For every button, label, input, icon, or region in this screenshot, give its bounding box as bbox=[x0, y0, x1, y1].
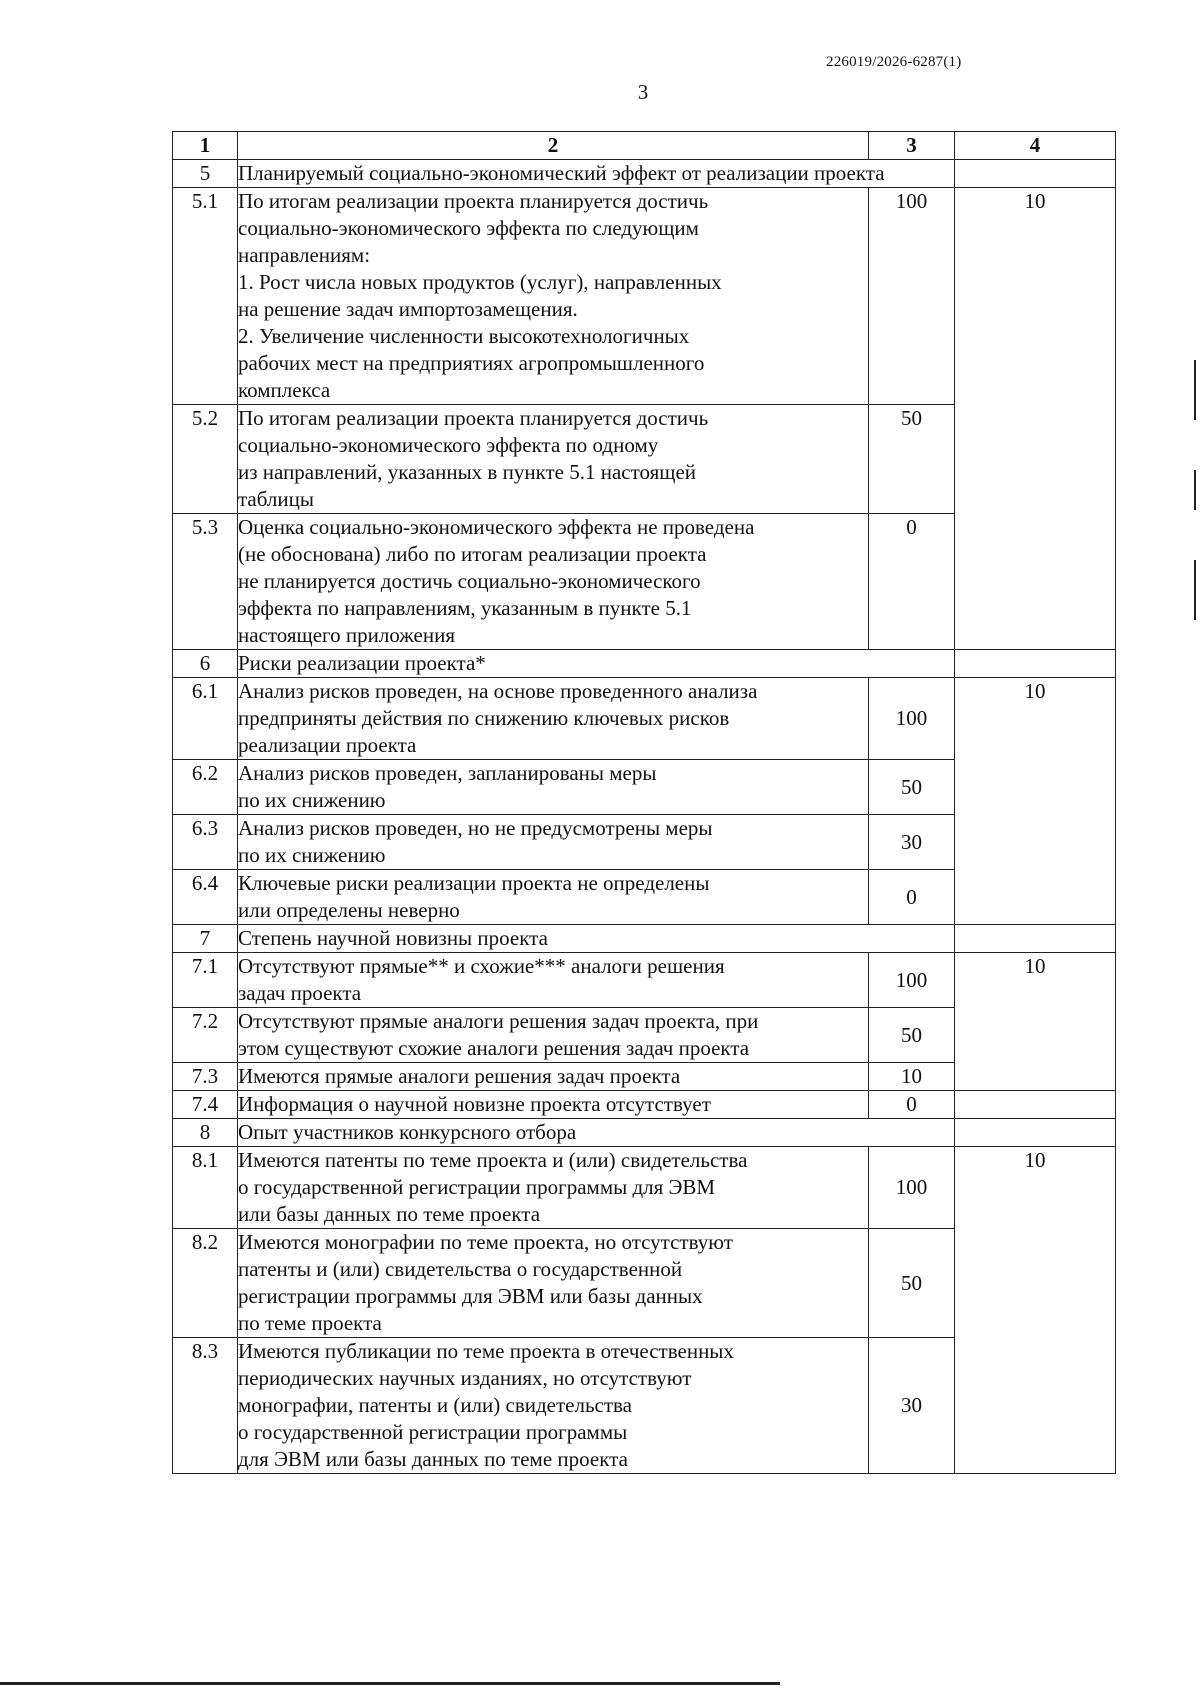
table-row-6-1 bbox=[173, 678, 1116, 760]
criterion-text: Ключевые риски реализации проекта не определены или определены неверно bbox=[238, 870, 869, 925]
criterion-text: Оценка социально-экономического эффекта не проведена (не обоснована) либо по итогам реализации проекта не планируется достичь социально-экономического эффекта по направлениям, указанным в пункте 5.1 настоящего приложения bbox=[238, 514, 869, 650]
row-number: 8 bbox=[173, 1119, 238, 1147]
row-number: 6.1 bbox=[173, 678, 238, 760]
criterion-score: 50 bbox=[869, 1008, 955, 1063]
column-header-3: 3 bbox=[869, 132, 955, 160]
criterion-score: 0 bbox=[869, 870, 955, 925]
criterion-text: Отсутствуют прямые** и схожие*** аналоги решения задач проекта bbox=[238, 953, 869, 1008]
row-number: 8.3 bbox=[173, 1338, 238, 1474]
row-number: 5 bbox=[173, 160, 238, 188]
row-number: 7 bbox=[173, 925, 238, 953]
row-number: 5.2 bbox=[173, 405, 238, 514]
row-number: 6.3 bbox=[173, 815, 238, 870]
section-row-5 bbox=[173, 160, 1116, 188]
scan-edge-mark bbox=[1194, 560, 1196, 620]
section-row-7 bbox=[173, 925, 1116, 953]
criterion-text: По итогам реализации проекта планируется достичь социально-экономического эффекта по одному из направлений, указанных в пункте 5.1 настоящей таблицы bbox=[238, 405, 869, 514]
empty-weight-cell bbox=[955, 160, 1116, 188]
criterion-score: 100 bbox=[869, 953, 955, 1008]
row-number: 7.4 bbox=[173, 1091, 238, 1119]
table-row-5-1 bbox=[173, 188, 1116, 405]
row-number: 8.1 bbox=[173, 1147, 238, 1229]
criterion-text: Анализ рисков проведен, но не предусмотрены меры по их снижению bbox=[238, 815, 869, 870]
row-number: 7.2 bbox=[173, 1008, 238, 1063]
document-registration-number: 226019/2026-6287(1) bbox=[826, 54, 962, 70]
criterion-score: 50 bbox=[869, 1229, 955, 1338]
row-number: 5.1 bbox=[173, 188, 238, 405]
criterion-score: 100 bbox=[869, 1147, 955, 1229]
row-number: 6.2 bbox=[173, 760, 238, 815]
column-header-2: 2 bbox=[238, 132, 869, 160]
table-row-8-1 bbox=[173, 1147, 1116, 1229]
section-title: Степень научной новизны проекта bbox=[238, 925, 955, 953]
criterion-text: Имеются публикации по теме проекта в отечественных периодических научных изданиях, но отсутствуют монографии, патенты и (или) свидетельства о государственной регистрации программы для ЭВМ или базы данных по теме проекта bbox=[238, 1338, 869, 1474]
row-number: 6 bbox=[173, 650, 238, 678]
criterion-text: По итогам реализации проекта планируется достичь социально-экономического эффекта по следующим направлениям: 1. Рост числа новых продуктов (услуг), направленных на решение задач импортозамещения. 2. Увеличение численности высокотехнологичных рабочих мест на предприятиях агропромышленного комплекса bbox=[238, 188, 869, 405]
table-row-7-1 bbox=[173, 953, 1116, 1008]
criterion-text: Анализ рисков проведен, запланированы меры по их снижению bbox=[238, 760, 869, 815]
criterion-text: Отсутствуют прямые аналоги решения задач проекта, при этом существуют схожие аналоги решения задач проекта bbox=[238, 1008, 869, 1063]
empty-weight-cell bbox=[955, 925, 1116, 953]
table-header-row bbox=[173, 132, 1116, 160]
criterion-score: 50 bbox=[869, 405, 955, 514]
row-number: 7.3 bbox=[173, 1063, 238, 1091]
column-header-1: 1 bbox=[173, 132, 238, 160]
empty-weight-cell bbox=[955, 1119, 1116, 1147]
criterion-weight: 10 bbox=[955, 1147, 1116, 1474]
criterion-score: 30 bbox=[869, 815, 955, 870]
criterion-score: 10 bbox=[869, 1063, 955, 1091]
page-number: 3 bbox=[637, 80, 649, 104]
criterion-weight: 10 bbox=[955, 678, 1116, 925]
criterion-score: 50 bbox=[869, 760, 955, 815]
row-number: 8.2 bbox=[173, 1229, 238, 1338]
criterion-weight: 10 bbox=[955, 953, 1116, 1091]
criterion-score: 30 bbox=[869, 1338, 955, 1474]
criterion-text: Анализ рисков проведен, на основе проведенного анализа предприняты действия по снижению ключевых рисков реализации проекта bbox=[238, 678, 869, 760]
criterion-text: Информация о научной новизне проекта отсутствует bbox=[238, 1091, 869, 1119]
criterion-score: 0 bbox=[869, 1091, 955, 1119]
criterion-weight: 10 bbox=[955, 188, 1116, 650]
column-header-4: 4 bbox=[955, 132, 1116, 160]
criterion-score: 100 bbox=[869, 188, 955, 405]
criterion-text: Имеются монографии по теме проекта, но отсутствуют патенты и (или) свидетельства о государственной регистрации программы для ЭВМ или базы данных по теме проекта bbox=[238, 1229, 869, 1338]
row-number: 6.4 bbox=[173, 870, 238, 925]
empty-weight-cell bbox=[955, 1091, 1116, 1119]
evaluation-criteria-table bbox=[172, 131, 1116, 1474]
table-row-7-4 bbox=[173, 1091, 1116, 1119]
section-title: Опыт участников конкурсного отбора bbox=[238, 1119, 955, 1147]
section-title: Риски реализации проекта* bbox=[238, 650, 955, 678]
row-number: 7.1 bbox=[173, 953, 238, 1008]
criterion-score: 100 bbox=[869, 678, 955, 760]
section-title: Планируемый социально-экономический эффект от реализации проекта bbox=[238, 160, 955, 188]
row-number: 5.3 bbox=[173, 514, 238, 650]
criterion-text: Имеются патенты по теме проекта и (или) свидетельства о государственной регистрации программы для ЭВМ или базы данных по теме проекта bbox=[238, 1147, 869, 1229]
criterion-text: Имеются прямые аналоги решения задач проекта bbox=[238, 1063, 869, 1091]
section-row-8 bbox=[173, 1119, 1116, 1147]
section-row-6 bbox=[173, 650, 1116, 678]
scan-edge-mark bbox=[1194, 360, 1196, 420]
scan-edge-mark bbox=[1194, 470, 1196, 510]
empty-weight-cell bbox=[955, 650, 1116, 678]
criterion-score: 0 bbox=[869, 514, 955, 650]
scan-bottom-line bbox=[0, 1682, 780, 1685]
